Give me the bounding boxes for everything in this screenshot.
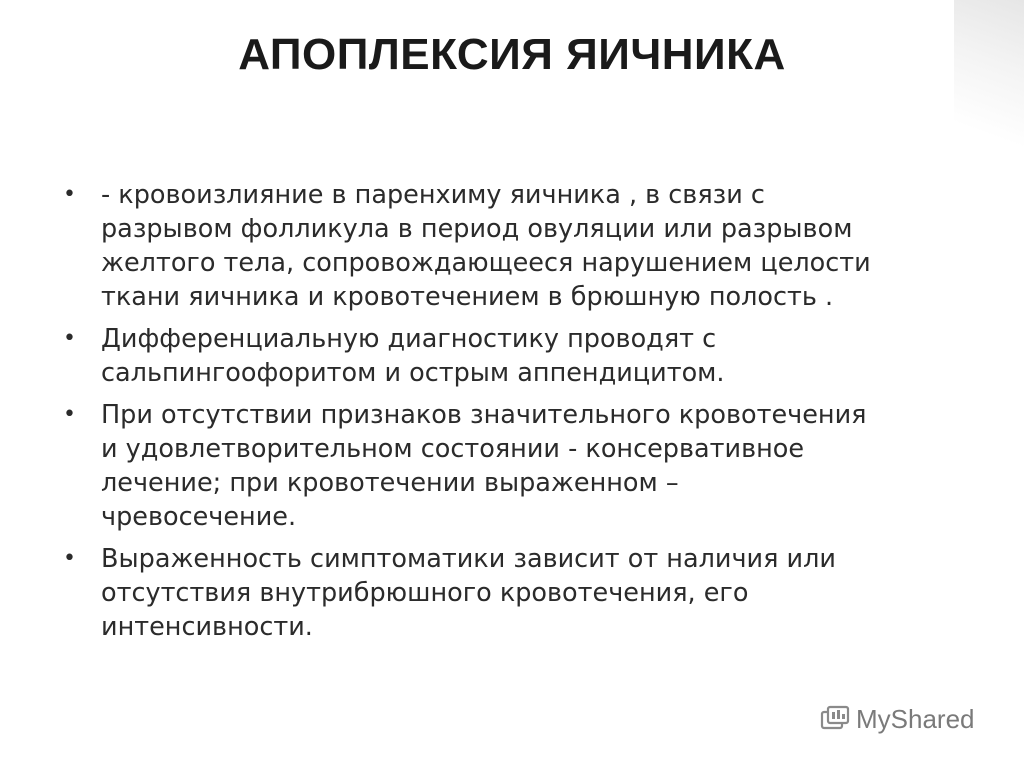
bullet-line: Выраженность симптоматики зависит от наличия или xyxy=(101,544,836,574)
bullet-marker: • xyxy=(63,402,76,427)
myshared-logo-icon xyxy=(820,704,850,734)
bullet-marker: • xyxy=(63,546,76,571)
slide-title: АПОПЛЕКСИЯ ЯИЧНИКА xyxy=(238,30,786,79)
bullet-marker: • xyxy=(63,326,76,351)
watermark-text: MyShared xyxy=(856,703,975,734)
bullet-line: желтого тела, сопровождающееся нарушением целости xyxy=(101,248,871,278)
corner-shadow xyxy=(954,0,1024,160)
bullet-marker: • xyxy=(63,182,76,207)
bullet-item xyxy=(60,322,960,390)
bullet-line: отсутствия внутрибрюшного кровотечения, его xyxy=(101,578,749,608)
bullet-line: Дифференциальную диагностику проводят с xyxy=(101,324,717,354)
bullet-line: и удовлетворительном состоянии - консервативное xyxy=(101,434,805,464)
bullet-item xyxy=(60,178,960,314)
bullet-line: интенсивности. xyxy=(101,612,313,642)
bullet-line: чревосечение. xyxy=(101,502,297,532)
bullet-list xyxy=(60,178,960,652)
bullet-line: - кровоизлияние в паренхиму яичника , в связи с xyxy=(101,180,765,210)
bullet-line: сальпингоофоритом и острым аппендицитом. xyxy=(101,358,725,388)
bullet-line: При отсутствии признаков значительного кровотечения xyxy=(101,400,867,430)
bullet-item xyxy=(60,542,960,644)
bullet-line: разрывом фолликула в период овуляции или разрывом xyxy=(101,214,853,244)
bullet-line: ткани яичника и кровотечением в брюшную полость . xyxy=(101,282,834,312)
myshared-watermark[interactable] xyxy=(820,701,975,737)
bullet-item xyxy=(60,398,960,534)
bullet-line: лечение; при кровотечении выраженном – xyxy=(101,468,679,498)
